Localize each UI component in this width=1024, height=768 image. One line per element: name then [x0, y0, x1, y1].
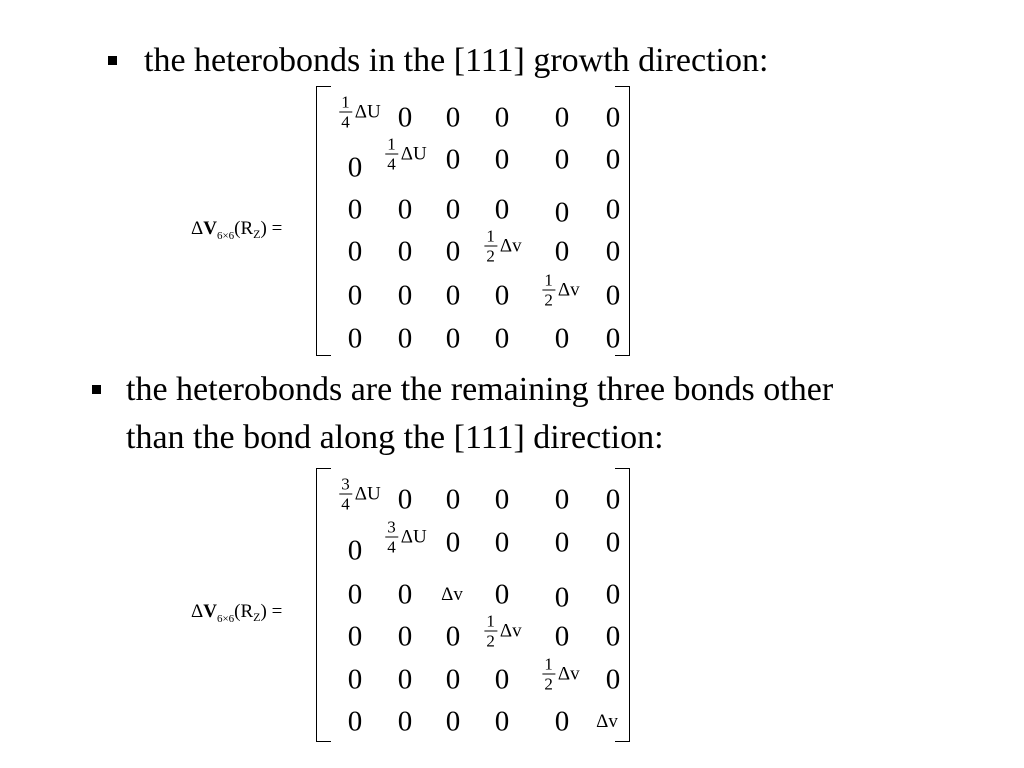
- matrix-cell: 0: [605, 322, 621, 355]
- fraction-denominator: 4: [341, 494, 350, 514]
- matrix-cell: 0: [347, 151, 363, 184]
- matrix-cell: 0: [554, 235, 570, 268]
- fraction-denominator: 2: [486, 631, 495, 651]
- matrix-cell: 0: [347, 279, 363, 312]
- matrix-cell: 0: [445, 620, 461, 653]
- matrix-cell: 0: [445, 143, 461, 176]
- matrix-cell: 0: [554, 483, 570, 516]
- fraction-numerator: 1: [544, 270, 553, 290]
- fraction: [542, 272, 555, 309]
- matrix-cell: 0: [397, 193, 413, 226]
- matrix-cell: [339, 94, 380, 131]
- matrix-cell: [542, 272, 579, 309]
- matrix-cell: 0: [554, 526, 570, 559]
- matrix-cell: [542, 656, 579, 693]
- matrix-cell: 0: [605, 193, 621, 226]
- fraction-denominator: 4: [387, 154, 396, 174]
- delta-term: Δv: [441, 584, 463, 605]
- delta-term: Δv: [557, 279, 580, 300]
- argument-subscript: Z: [253, 227, 261, 241]
- matrix-cell: 0: [494, 578, 510, 611]
- matrix-cell: 0: [494, 322, 510, 355]
- delta-symbol: Δ: [191, 601, 204, 622]
- matrix-cell: 0: [397, 235, 413, 268]
- matrix-cell: 0: [494, 483, 510, 516]
- fraction-numerator: 1: [387, 134, 396, 154]
- matrix-cell: 0: [397, 322, 413, 355]
- matrix-symbol: V: [203, 601, 217, 622]
- matrix-cell: [596, 711, 618, 733]
- matrix-cell: 0: [554, 620, 570, 653]
- matrix-cell: 0: [554, 101, 570, 134]
- matrix-cell: 0: [445, 279, 461, 312]
- matrix-cell: 0: [445, 101, 461, 134]
- matrix-cell: [385, 136, 426, 173]
- matrix-cell: 0: [494, 143, 510, 176]
- matrix-cell: 0: [554, 143, 570, 176]
- matrix-size-subscript: 6×6: [216, 613, 235, 625]
- left-bracket: [316, 468, 331, 742]
- matrix-cell: 0: [445, 235, 461, 268]
- matrix-size-subscript: 6×6: [216, 230, 235, 242]
- matrix-cell: 0: [397, 578, 413, 611]
- delta-term: Δv: [596, 711, 618, 732]
- equation-2-lhs: [191, 601, 283, 625]
- matrix-cell: 0: [494, 279, 510, 312]
- fraction-numerator: 3: [387, 517, 396, 537]
- matrix-cell: 0: [347, 235, 363, 268]
- matrix-cell: 0: [347, 534, 363, 567]
- matrix-cell: 0: [494, 705, 510, 738]
- fraction: [385, 519, 398, 556]
- matrix-symbol: V: [203, 218, 217, 239]
- matrix-cell: 0: [347, 578, 363, 611]
- argument-open: (R: [234, 601, 254, 622]
- bullet-2-line-2: than the bond along the [111] direction:: [126, 419, 664, 456]
- bullet-1-text: the heterobonds in the [111] growth direction:: [144, 42, 769, 79]
- fraction-denominator: 2: [544, 290, 553, 310]
- delta-term: Δv: [557, 663, 580, 684]
- matrix-cell: 0: [605, 526, 621, 559]
- delta-term: ΔU: [354, 101, 381, 122]
- fraction-numerator: 1: [341, 92, 350, 112]
- matrix-cell: 0: [605, 578, 621, 611]
- fraction: [339, 476, 352, 513]
- matrix-cell: 0: [397, 705, 413, 738]
- delta-term: ΔU: [400, 143, 427, 164]
- matrix-cell: [385, 519, 426, 556]
- fraction: [484, 613, 497, 650]
- matrix-cell: 0: [494, 526, 510, 559]
- fraction: [484, 228, 497, 265]
- matrix-cell: 0: [347, 663, 363, 696]
- matrix-cell: 0: [605, 235, 621, 268]
- delta-term: ΔU: [354, 483, 381, 504]
- argument-subscript: Z: [253, 610, 261, 624]
- matrix-cell: 0: [554, 581, 570, 614]
- matrix-cell: 0: [605, 143, 621, 176]
- matrix-cell: 0: [347, 322, 363, 355]
- delta-term: Δv: [499, 620, 522, 641]
- matrix-cell: 0: [347, 620, 363, 653]
- bullet-marker: [92, 385, 101, 394]
- matrix-cell: 0: [445, 663, 461, 696]
- bullet-marker: [108, 56, 117, 65]
- matrix-cell: 0: [494, 663, 510, 696]
- matrix-cell: 0: [494, 193, 510, 226]
- fraction-denominator: 4: [341, 112, 350, 132]
- matrix-cell: 0: [397, 620, 413, 653]
- matrix-cell: [484, 613, 521, 650]
- matrix-cell: [339, 476, 380, 513]
- fraction: [542, 656, 555, 693]
- matrix-cell: 0: [554, 322, 570, 355]
- matrix-cell: 0: [554, 705, 570, 738]
- equation-1-lhs: [191, 218, 283, 242]
- matrix-cell: [441, 584, 463, 606]
- matrix-cell: 0: [347, 193, 363, 226]
- fraction-numerator: 3: [341, 474, 350, 494]
- matrix-cell: [484, 228, 521, 265]
- fraction-numerator: 1: [486, 611, 495, 631]
- matrix-cell: 0: [445, 322, 461, 355]
- fraction-denominator: 2: [486, 246, 495, 266]
- bullet-2-line-1: the heterobonds are the remaining three bonds other: [126, 371, 834, 408]
- matrix-cell: 0: [445, 483, 461, 516]
- fraction-numerator: 1: [544, 654, 553, 674]
- matrix-cell: 0: [445, 526, 461, 559]
- argument-close-equals: ) =: [260, 218, 283, 239]
- fraction-denominator: 4: [387, 537, 396, 557]
- fraction: [339, 94, 352, 131]
- fraction-numerator: 1: [486, 226, 495, 246]
- matrix-cell: 0: [605, 620, 621, 653]
- delta-term: Δv: [499, 235, 522, 256]
- argument-close-equals: ) =: [260, 601, 283, 622]
- matrix-cell: 0: [494, 101, 510, 134]
- matrix-cell: 0: [397, 279, 413, 312]
- matrix-cell: 0: [445, 193, 461, 226]
- matrix-cell: 0: [605, 663, 621, 696]
- left-bracket: [316, 86, 331, 356]
- argument-open: (R: [234, 218, 254, 239]
- matrix-cell: 0: [397, 663, 413, 696]
- matrix-cell: 0: [397, 101, 413, 134]
- matrix-cell: 0: [347, 705, 363, 738]
- matrix-cell: 0: [605, 101, 621, 134]
- delta-symbol: Δ: [191, 218, 204, 239]
- fraction: [385, 136, 398, 173]
- matrix-cell: 0: [445, 705, 461, 738]
- fraction-denominator: 2: [544, 674, 553, 694]
- matrix-cell: 0: [605, 279, 621, 312]
- matrix-cell: 0: [605, 483, 621, 516]
- matrix-cell: 0: [397, 483, 413, 516]
- delta-term: ΔU: [400, 526, 427, 547]
- matrix-cell: 0: [554, 196, 570, 229]
